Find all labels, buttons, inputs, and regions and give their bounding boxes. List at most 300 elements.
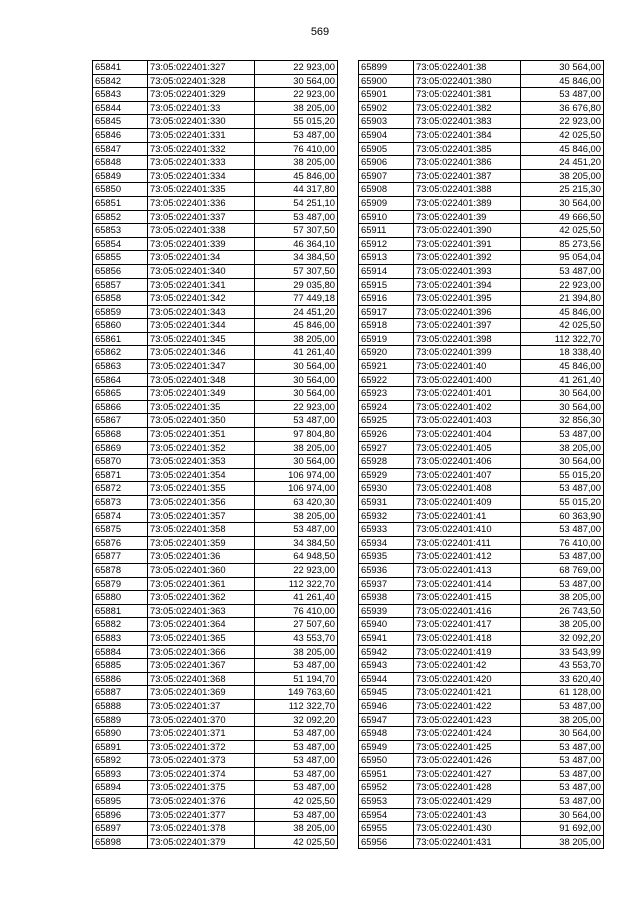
cadastral-number-cell: 73:05:022401:380: [414, 74, 521, 88]
row-number-cell: 65861: [93, 332, 148, 346]
table-row: [359, 224, 604, 238]
row-number-cell: 65935: [359, 550, 414, 564]
cadastral-number-cell: 73:05:022401:356: [148, 496, 255, 510]
value-cell: 53 487,00: [255, 767, 338, 781]
cadastral-number-cell: 73:05:022401:388: [414, 183, 521, 197]
value-cell: 112 322,70: [255, 699, 338, 713]
value-cell: 38 205,00: [255, 156, 338, 170]
cadastral-number-cell: 73:05:022401:35: [148, 400, 255, 414]
value-cell: 30 564,00: [521, 196, 604, 210]
row-number-cell: 65938: [359, 591, 414, 605]
row-number-cell: 65925: [359, 414, 414, 428]
row-number-cell: 65857: [93, 278, 148, 292]
row-number-cell: 65944: [359, 672, 414, 686]
cadastral-number-cell: 73:05:022401:346: [148, 346, 255, 360]
table-row: [93, 387, 338, 401]
value-cell: 53 487,00: [255, 210, 338, 224]
cadastral-number-cell: 73:05:022401:381: [414, 88, 521, 102]
cadastral-number-cell: 73:05:022401:409: [414, 496, 521, 510]
cadastral-number-cell: 73:05:022401:342: [148, 292, 255, 306]
cadastral-number-cell: 73:05:022401:348: [148, 373, 255, 387]
cadastral-number-cell: 73:05:022401:362: [148, 591, 255, 605]
row-number-cell: 65858: [93, 292, 148, 306]
row-number-cell: 65847: [93, 142, 148, 156]
table-row: [359, 699, 604, 713]
value-cell: 53 487,00: [521, 740, 604, 754]
value-cell: 24 451,20: [255, 305, 338, 319]
table-row: [93, 360, 338, 374]
table-row: [359, 115, 604, 129]
row-number-cell: 65899: [359, 61, 414, 75]
table-row: [359, 128, 604, 142]
cadastral-number-cell: 73:05:022401:340: [148, 264, 255, 278]
row-number-cell: 65881: [93, 604, 148, 618]
table-row: [93, 237, 338, 251]
value-cell: 21 394,80: [521, 292, 604, 306]
value-cell: 55 015,20: [255, 115, 338, 129]
row-number-cell: 65902: [359, 101, 414, 115]
value-cell: 53 487,00: [521, 577, 604, 591]
table-row: [93, 754, 338, 768]
table-row: [359, 292, 604, 306]
table-row: [359, 414, 604, 428]
cadastral-number-cell: 73:05:022401:413: [414, 563, 521, 577]
row-number-cell: 65947: [359, 713, 414, 727]
row-number-cell: 65929: [359, 468, 414, 482]
cadastral-number-cell: 73:05:022401:398: [414, 332, 521, 346]
value-cell: 53 487,00: [255, 659, 338, 673]
cadastral-number-cell: 73:05:022401:394: [414, 278, 521, 292]
value-cell: 38 205,00: [521, 618, 604, 632]
row-number-cell: 65855: [93, 251, 148, 265]
row-number-cell: 65949: [359, 740, 414, 754]
row-number-cell: 65887: [93, 686, 148, 700]
table-row: [93, 713, 338, 727]
row-number-cell: 65856: [93, 264, 148, 278]
row-number-cell: 65943: [359, 659, 414, 673]
row-number-cell: 65889: [93, 713, 148, 727]
value-cell: 30 564,00: [255, 455, 338, 469]
value-cell: 61 128,00: [521, 686, 604, 700]
table-row: [93, 400, 338, 414]
table-row: [93, 74, 338, 88]
value-cell: 49 666,50: [521, 210, 604, 224]
value-cell: 32 092,20: [255, 713, 338, 727]
row-number-cell: 65894: [93, 781, 148, 795]
table-row: [93, 591, 338, 605]
value-cell: 76 410,00: [521, 536, 604, 550]
cadastral-number-cell: 73:05:022401:38: [414, 61, 521, 75]
row-number-cell: 65853: [93, 224, 148, 238]
value-cell: 91 692,00: [521, 822, 604, 836]
row-number-cell: 65878: [93, 563, 148, 577]
row-number-cell: 65913: [359, 251, 414, 265]
value-cell: 57 307,50: [255, 264, 338, 278]
row-number-cell: 65934: [359, 536, 414, 550]
value-cell: 46 364,10: [255, 237, 338, 251]
cadastral-number-cell: 73:05:022401:337: [148, 210, 255, 224]
value-cell: 30 564,00: [521, 727, 604, 741]
value-cell: 30 564,00: [255, 387, 338, 401]
table-row: [93, 264, 338, 278]
cadastral-number-cell: 73:05:022401:428: [414, 781, 521, 795]
row-number-cell: 65851: [93, 196, 148, 210]
cadastral-number-cell: 73:05:022401:395: [414, 292, 521, 306]
table-row: [93, 509, 338, 523]
table-row: [359, 727, 604, 741]
value-cell: 30 564,00: [521, 61, 604, 75]
value-cell: 22 923,00: [255, 88, 338, 102]
row-number-cell: 65918: [359, 319, 414, 333]
cadastral-number-cell: 73:05:022401:399: [414, 346, 521, 360]
table-row: [93, 781, 338, 795]
cadastral-number-cell: 73:05:022401:390: [414, 224, 521, 238]
cadastral-number-cell: 73:05:022401:344: [148, 319, 255, 333]
cadastral-number-cell: 73:05:022401:408: [414, 482, 521, 496]
cadastral-number-cell: 73:05:022401:406: [414, 455, 521, 469]
table-row: [359, 142, 604, 156]
table-row: [359, 278, 604, 292]
table-row: [93, 577, 338, 591]
row-number-cell: 65933: [359, 523, 414, 537]
row-number-cell: 65843: [93, 88, 148, 102]
cadastral-number-cell: 73:05:022401:379: [148, 835, 255, 849]
cadastral-number-cell: 73:05:022401:353: [148, 455, 255, 469]
value-cell: 26 743,50: [521, 604, 604, 618]
value-cell: 38 205,00: [521, 169, 604, 183]
cadastral-number-cell: 73:05:022401:423: [414, 713, 521, 727]
cadastral-number-cell: 73:05:022401:338: [148, 224, 255, 238]
table-row: [359, 251, 604, 265]
cadastral-number-cell: 73:05:022401:365: [148, 631, 255, 645]
row-number-cell: 65905: [359, 142, 414, 156]
row-number-cell: 65850: [93, 183, 148, 197]
table-row: [93, 645, 338, 659]
row-number-cell: 65907: [359, 169, 414, 183]
cadastral-number-cell: 73:05:022401:367: [148, 659, 255, 673]
cadastral-number-cell: 73:05:022401:328: [148, 74, 255, 88]
cadastral-number-cell: 73:05:022401:421: [414, 686, 521, 700]
table-row: [359, 387, 604, 401]
table-row: [359, 428, 604, 442]
row-number-cell: 65896: [93, 808, 148, 822]
value-cell: 22 923,00: [521, 115, 604, 129]
cadastral-number-cell: 73:05:022401:352: [148, 441, 255, 455]
value-cell: 85 273,56: [521, 237, 604, 251]
row-number-cell: 65875: [93, 523, 148, 537]
cadastral-number-cell: 73:05:022401:427: [414, 767, 521, 781]
table-row: [359, 496, 604, 510]
table-row: [359, 781, 604, 795]
row-number-cell: 65950: [359, 754, 414, 768]
table-row: [359, 400, 604, 414]
row-number-cell: 65891: [93, 740, 148, 754]
row-number-cell: 65928: [359, 455, 414, 469]
value-cell: 76 410,00: [255, 142, 338, 156]
value-cell: 106 974,00: [255, 482, 338, 496]
table-row: [93, 604, 338, 618]
table-row: [93, 115, 338, 129]
table-row: [359, 468, 604, 482]
cadastral-number-cell: 73:05:022401:363: [148, 604, 255, 618]
row-number-cell: 65924: [359, 400, 414, 414]
value-cell: 30 564,00: [255, 360, 338, 374]
table-row: [93, 563, 338, 577]
row-number-cell: 65886: [93, 672, 148, 686]
table-row: [359, 346, 604, 360]
cadastral-number-cell: 73:05:022401:382: [414, 101, 521, 115]
table-row: [93, 767, 338, 781]
value-cell: 32 856,30: [521, 414, 604, 428]
table-row: [93, 808, 338, 822]
cadastral-number-cell: 73:05:022401:426: [414, 754, 521, 768]
cadastral-number-cell: 73:05:022401:347: [148, 360, 255, 374]
table-row: [93, 523, 338, 537]
row-number-cell: 65866: [93, 400, 148, 414]
row-number-cell: 65898: [93, 835, 148, 849]
row-number-cell: 65937: [359, 577, 414, 591]
table-row: [93, 686, 338, 700]
value-cell: 41 261,40: [521, 373, 604, 387]
row-number-cell: 65939: [359, 604, 414, 618]
cadastral-number-cell: 73:05:022401:376: [148, 795, 255, 809]
cadastral-number-cell: 73:05:022401:341: [148, 278, 255, 292]
table-row: [93, 196, 338, 210]
cadastral-number-cell: 73:05:022401:419: [414, 645, 521, 659]
value-cell: 106 974,00: [255, 468, 338, 482]
cadastral-number-cell: 73:05:022401:39: [414, 210, 521, 224]
cadastral-number-cell: 73:05:022401:333: [148, 156, 255, 170]
table-row: [359, 523, 604, 537]
value-cell: 36 676,80: [521, 101, 604, 115]
value-cell: 45 846,00: [521, 360, 604, 374]
row-number-cell: 65953: [359, 795, 414, 809]
row-number-cell: 65890: [93, 727, 148, 741]
table-row: [359, 631, 604, 645]
cadastral-number-cell: 73:05:022401:407: [414, 468, 521, 482]
row-number-cell: 65921: [359, 360, 414, 374]
row-number-cell: 65862: [93, 346, 148, 360]
cadastral-number-cell: 73:05:022401:359: [148, 536, 255, 550]
row-number-cell: 65864: [93, 373, 148, 387]
row-number-cell: 65914: [359, 264, 414, 278]
value-cell: 44 317,80: [255, 183, 338, 197]
table-row: [359, 713, 604, 727]
cadastral-number-cell: 73:05:022401:402: [414, 400, 521, 414]
cadastral-number-cell: 73:05:022401:405: [414, 441, 521, 455]
row-number-cell: 65860: [93, 319, 148, 333]
row-number-cell: 65897: [93, 822, 148, 836]
value-cell: 32 092,20: [521, 631, 604, 645]
value-cell: 27 507,60: [255, 618, 338, 632]
table-row: [359, 373, 604, 387]
table-row: [93, 210, 338, 224]
row-number-cell: 65927: [359, 441, 414, 455]
row-number-cell: 65869: [93, 441, 148, 455]
row-number-cell: 65859: [93, 305, 148, 319]
row-number-cell: 65874: [93, 509, 148, 523]
table-row: [93, 346, 338, 360]
table-row: [93, 699, 338, 713]
value-cell: 53 487,00: [521, 795, 604, 809]
value-cell: 24 451,20: [521, 156, 604, 170]
table-row: [359, 645, 604, 659]
value-cell: 53 487,00: [521, 523, 604, 537]
table-row: [359, 183, 604, 197]
table-row: [359, 577, 604, 591]
table-row: [359, 101, 604, 115]
table-row: [93, 482, 338, 496]
row-number-cell: 65904: [359, 128, 414, 142]
value-cell: 38 205,00: [255, 441, 338, 455]
value-cell: 53 487,00: [521, 781, 604, 795]
row-number-cell: 65883: [93, 631, 148, 645]
cadastral-number-cell: 73:05:022401:332: [148, 142, 255, 156]
cadastral-number-cell: 73:05:022401:397: [414, 319, 521, 333]
row-number-cell: 65951: [359, 767, 414, 781]
table-row: [93, 550, 338, 564]
row-number-cell: 65908: [359, 183, 414, 197]
row-number-cell: 65946: [359, 699, 414, 713]
cadastral-number-cell: 73:05:022401:383: [414, 115, 521, 129]
table-row: [93, 536, 338, 550]
table-row: [359, 169, 604, 183]
table-row: [359, 156, 604, 170]
table-row: [359, 835, 604, 849]
value-cell: 38 205,00: [255, 332, 338, 346]
row-number-cell: 65882: [93, 618, 148, 632]
value-cell: 42 025,50: [521, 319, 604, 333]
cadastral-number-cell: 73:05:022401:372: [148, 740, 255, 754]
cadastral-number-cell: 73:05:022401:358: [148, 523, 255, 537]
value-cell: 34 384,50: [255, 536, 338, 550]
row-number-cell: 65911: [359, 224, 414, 238]
table-row: [93, 822, 338, 836]
row-number-cell: 65909: [359, 196, 414, 210]
row-number-cell: 65930: [359, 482, 414, 496]
cadastral-number-cell: 73:05:022401:336: [148, 196, 255, 210]
value-cell: 53 487,00: [255, 523, 338, 537]
cadastral-number-cell: 73:05:022401:425: [414, 740, 521, 754]
cadastral-number-cell: 73:05:022401:357: [148, 509, 255, 523]
table-row: [359, 441, 604, 455]
cadastral-number-cell: 73:05:022401:385: [414, 142, 521, 156]
table-row: [359, 455, 604, 469]
row-number-cell: 65868: [93, 428, 148, 442]
cadastral-number-cell: 73:05:022401:330: [148, 115, 255, 129]
value-cell: 95 054,04: [521, 251, 604, 265]
row-number-cell: 65906: [359, 156, 414, 170]
cadastral-number-cell: 73:05:022401:34: [148, 251, 255, 265]
value-cell: 53 487,00: [255, 808, 338, 822]
row-number-cell: 65919: [359, 332, 414, 346]
table-row: [93, 835, 338, 849]
row-number-cell: 65916: [359, 292, 414, 306]
value-cell: 76 410,00: [255, 604, 338, 618]
value-cell: 42 025,50: [255, 835, 338, 849]
row-number-cell: 65863: [93, 360, 148, 374]
value-cell: 33 620,40: [521, 672, 604, 686]
table-row: [93, 142, 338, 156]
table-row: [93, 169, 338, 183]
value-cell: 38 205,00: [521, 591, 604, 605]
row-number-cell: 65854: [93, 237, 148, 251]
table-row: [93, 292, 338, 306]
cadastral-number-cell: 73:05:022401:424: [414, 727, 521, 741]
cadastral-number-cell: 73:05:022401:400: [414, 373, 521, 387]
row-number-cell: 65942: [359, 645, 414, 659]
value-cell: 45 846,00: [521, 305, 604, 319]
table-row: [359, 591, 604, 605]
row-number-cell: 65888: [93, 699, 148, 713]
table-row: [93, 414, 338, 428]
row-number-cell: 65922: [359, 373, 414, 387]
table-row: [93, 496, 338, 510]
value-cell: 22 923,00: [521, 278, 604, 292]
cadastral-number-cell: 73:05:022401:40: [414, 360, 521, 374]
cadastral-number-cell: 73:05:022401:371: [148, 727, 255, 741]
value-cell: 53 487,00: [521, 428, 604, 442]
cadastral-number-cell: 73:05:022401:386: [414, 156, 521, 170]
value-cell: 45 846,00: [521, 142, 604, 156]
value-cell: 77 449,18: [255, 292, 338, 306]
cadastral-number-cell: 73:05:022401:345: [148, 332, 255, 346]
row-number-cell: 65923: [359, 387, 414, 401]
cadastral-number-cell: 73:05:022401:429: [414, 795, 521, 809]
row-number-cell: 65880: [93, 591, 148, 605]
row-number-cell: 65955: [359, 822, 414, 836]
table-row: [359, 604, 604, 618]
table-row: [359, 61, 604, 75]
table-row: [359, 659, 604, 673]
cadastral-number-cell: 73:05:022401:374: [148, 767, 255, 781]
cadastral-number-cell: 73:05:022401:416: [414, 604, 521, 618]
table-row: [93, 740, 338, 754]
row-number-cell: 65900: [359, 74, 414, 88]
table-row: [93, 332, 338, 346]
cadastral-number-cell: 73:05:022401:335: [148, 183, 255, 197]
value-cell: 30 564,00: [521, 808, 604, 822]
row-number-cell: 65865: [93, 387, 148, 401]
row-number-cell: 65872: [93, 482, 148, 496]
table-row: [93, 795, 338, 809]
cadastral-number-cell: 73:05:022401:391: [414, 237, 521, 251]
table-row: [359, 686, 604, 700]
cadastral-number-cell: 73:05:022401:375: [148, 781, 255, 795]
row-number-cell: 65932: [359, 509, 414, 523]
value-cell: 43 553,70: [521, 659, 604, 673]
row-number-cell: 65842: [93, 74, 148, 88]
table-row: [359, 672, 604, 686]
cadastral-number-cell: 73:05:022401:329: [148, 88, 255, 102]
row-number-cell: 65870: [93, 455, 148, 469]
cadastral-number-cell: 73:05:022401:410: [414, 523, 521, 537]
table-row: [93, 61, 338, 75]
table-row: [359, 319, 604, 333]
cadastral-number-cell: 73:05:022401:354: [148, 468, 255, 482]
value-cell: 112 322,70: [521, 332, 604, 346]
value-cell: 45 846,00: [255, 169, 338, 183]
table-row: [93, 727, 338, 741]
value-cell: 53 487,00: [255, 128, 338, 142]
table-row: [93, 183, 338, 197]
row-number-cell: 65885: [93, 659, 148, 673]
value-cell: 53 487,00: [521, 767, 604, 781]
value-cell: 60 363,90: [521, 509, 604, 523]
cadastral-number-cell: 73:05:022401:370: [148, 713, 255, 727]
value-cell: 38 205,00: [255, 645, 338, 659]
cadastral-number-cell: 73:05:022401:422: [414, 699, 521, 713]
